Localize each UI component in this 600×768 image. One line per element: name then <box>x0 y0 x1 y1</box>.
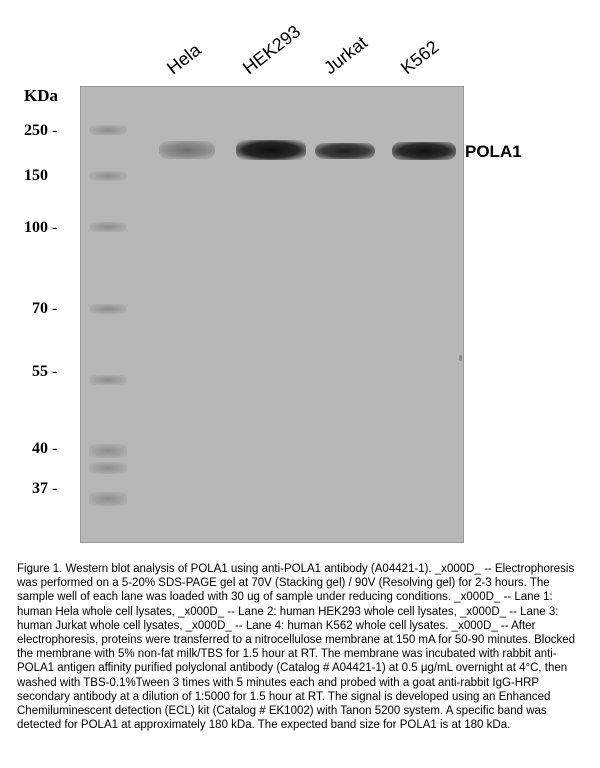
figure-caption: Figure 1. Western blot analysis of POLA1 using anti-POLA1 antibody (A04421-1). _x000D_ -- Electrophoresis was performed on a 5-20% SDS-PAGE gel at 70V (Stacking gel) / 90V (Resolving gel) for 2-3 hours. The sample well of each lane was loaded with 30 ug of sample under reducing conditions. _x000D_ -- Lane 1: human Hela whole cell lysates, _x000D_ -- Lane 2: human HEK293 whole cell lysates, _x000D_ -- Lane 3: human Jurkat whole cell lysates, _x000D_ -- Lane 4: human K562 whole cell lysates. _x000D_ -- After electrophoresis, proteins were transferred to a nitrocellulose membrane at 150 mA for 50-90 minutes. Blocked the membrane with 5% non-fat milk/TBS for 1.5 hour at RT. The membrane was incubated with rabbit anti-POLA1 antigen affinity purified polyclonal antibody (Catalog # A04421-1) at 0.5 μg/mL overnight at 4°C, then washed with TBS-0.1%Tween 3 times with 5 minutes each and probed with a goat anti-rabbit IgG-HRP secondary antibody at a dilution of 1:5000 for 1.5 hour at RT. The signal is developed using an Enhanced Chemiluminescent detection (ECL) kit (Catalog # EK1002) with Tanon 5200 system. A specific band was detected for POLA1 at approximately 180 kDa. The expected band size for POLA1 is at 180 kDa. <box>17 563 576 732</box>
lane-label-k562: K562 <box>397 36 443 79</box>
membrane-speck <box>459 355 462 361</box>
marker-40: 40 - <box>32 440 58 457</box>
band-hela <box>159 141 215 159</box>
lane-label-jurkat: Jurkat <box>320 32 372 79</box>
marker-100: 100 - <box>24 219 58 236</box>
ladder-band <box>89 492 127 506</box>
ladder-band <box>89 171 127 181</box>
western-blot-membrane <box>80 86 464 543</box>
ladder-band <box>89 375 127 385</box>
ladder-band <box>89 304 127 314</box>
kda-unit-label: KDa <box>24 86 58 105</box>
marker-70: 70 - <box>32 300 58 317</box>
ladder-band <box>89 462 127 474</box>
lane-label-hek293: HEK293 <box>239 21 305 79</box>
band-hek293 <box>236 140 306 160</box>
target-protein-label: POLA1 <box>465 142 522 161</box>
lane-label-hela: Hela <box>163 39 205 79</box>
ladder-band <box>89 125 127 135</box>
band-jurkat <box>315 143 375 159</box>
marker-37: 37 - <box>32 480 58 497</box>
ladder-band <box>89 222 127 232</box>
band-k562 <box>392 142 456 160</box>
marker-150: 150 <box>24 167 48 184</box>
marker-55: 55 - <box>32 363 58 380</box>
marker-250: 250 - <box>24 122 58 139</box>
ladder-band <box>89 444 127 458</box>
